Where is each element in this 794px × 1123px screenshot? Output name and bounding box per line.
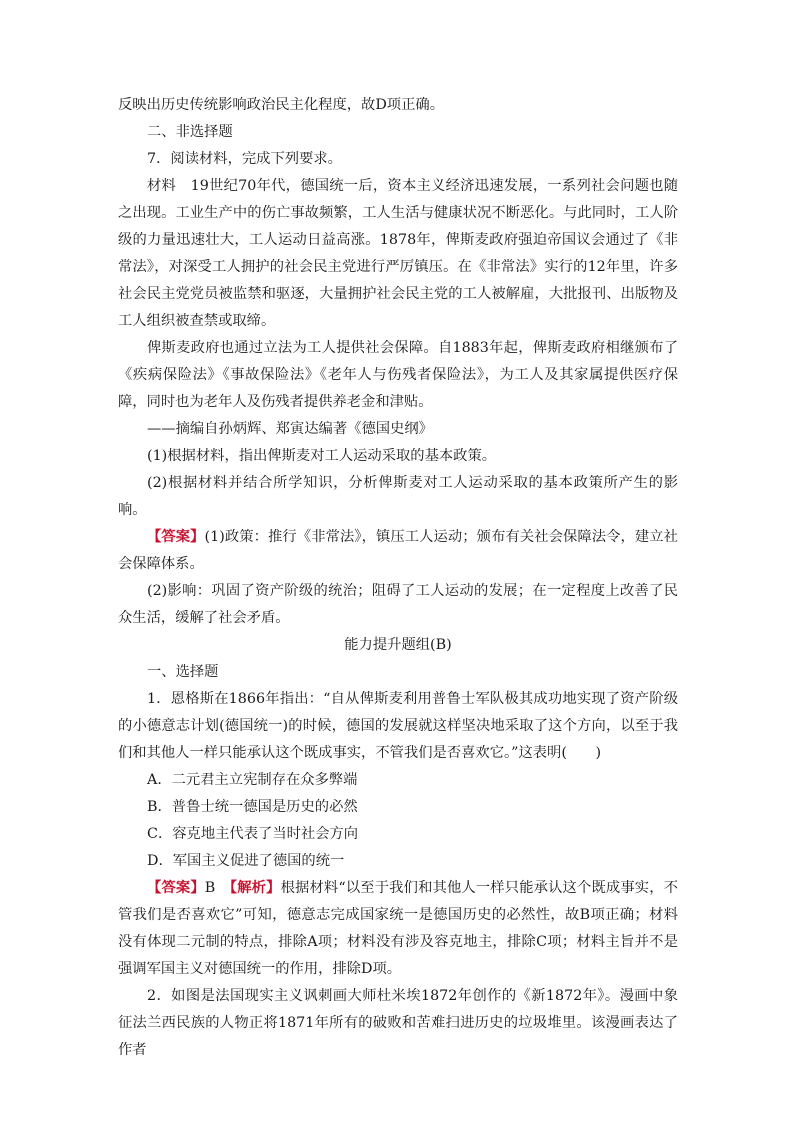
answer-letter: B [204, 880, 230, 896]
question-7-part-2 [118, 470, 678, 524]
subquestion-text: (2)根据材料并结合所学知识，分析俾斯麦对工人运动采取的基本政策所产生的影响。 [118, 475, 678, 518]
section-heading-non-choice [118, 119, 678, 146]
paragraph-prev-answer-end [118, 92, 678, 119]
section-heading-text: 一、选择题 [147, 664, 219, 680]
answer-tag: 【答案】 [147, 529, 205, 545]
answer-text: (2)影响：巩固了资产阶级的统治；阻碍了工人运动的发展；在一定程度上改善了民众生活，缓解了社会矛盾。 [118, 583, 678, 626]
option-text: A．二元君主立宪制存在众多弊端 [147, 772, 358, 788]
option-a [118, 767, 678, 794]
material-text: 俾斯麦政府也通过立法为工人提供社会保障。自1883年起，俾斯麦政府相继颁布了《疾病保险法》《事故保险法》《老年人与伤残者保险法》，为工人及其家属提供医疗保障，同时也为老年人及伤残者提供养老金和津贴。 [118, 340, 678, 410]
option-text: C．容克地主代表了当时社会方向 [147, 826, 359, 842]
analysis-tag: 【解析】 [229, 880, 281, 896]
material-paragraph-1 [118, 173, 678, 335]
answer-7-part-2 [118, 578, 678, 632]
option-text: B．普鲁士统一德国是历史的必然 [147, 799, 358, 815]
paragraph-text: 反映出历史传统影响政治民主化程度，故D项正确。 [118, 97, 444, 113]
question-text: 7．阅读材料，完成下列要求。 [147, 151, 342, 167]
analysis-text: 根据材料“以至于我们和其他人一样只能承认这个既成事实，不管我们是否喜欢它”可知，德意志完成国家统一是德国历史的必然性，故B项正确；材料没有体现二元制的特点，排除A项；材料没有涉及容克地主，排除C项；材料主旨并不是强调军国主义对德国统一的作用，排除D项。 [118, 880, 678, 977]
answer-7-part-1 [118, 524, 678, 578]
section-title-text: 能力提升题组(B) [344, 637, 452, 653]
material-text: 材料 19世纪70年代，德国统一后，资本主义经济迅速发展，一系列社会问题也随之出现。工业生产中的伤亡事故频繁，工人生活与健康状况不断恶化。与此同时，工人阶级的力量迅速壮大，工人运动日益高涨。1878年，俾斯麦政府强迫帝国议会通过了《非常法》，对深受工人拥护的社会民主党进行严厉镇压。在《非常法》实行的12年里，许多社会民主党党员被监禁和驱逐，大量拥护社会民主党的工人被解雇，大批报刊、出版物及工人组织被查禁或取缔。 [118, 178, 678, 329]
section-title-ability-b [118, 632, 678, 659]
answer-tag: 【答案】 [147, 880, 205, 896]
question-1-stem [118, 686, 678, 767]
question-2-stem [118, 983, 678, 1064]
material-source [118, 416, 678, 443]
material-paragraph-2 [118, 335, 678, 416]
section-heading-choice [118, 659, 678, 686]
answer-1-analysis [118, 875, 678, 983]
question-7-part-1 [118, 443, 678, 470]
source-text: ——摘编自孙炳辉、郑寅达编著《德国史纲》 [147, 421, 433, 437]
document-body [118, 92, 678, 1064]
question-text: 1．恩格斯在1866年指出：“自从俾斯麦利用普鲁士军队极其成功地实现了资产阶级的小德意志计划(德国统一)的时候，德国的发展就这样坚决地采取了这个方向，以至于我们和其他人一样只能承认这个既成事实，不管我们是否喜欢它。”这表明( ) [118, 691, 678, 761]
option-d [118, 848, 678, 875]
subquestion-text: (1)根据材料，指出俾斯麦对工人运动采取的基本政策。 [147, 448, 497, 464]
question-text: 2．如图是法国现实主义讽刺画大师杜米埃1872年创作的《新1872年》。漫画中象征法兰西民族的人物正将1871年所有的破败和苦难扫进历史的垃圾堆里。该漫画表达了作者 [118, 988, 678, 1058]
option-b [118, 794, 678, 821]
answer-text: (1)政策：推行《非常法》，镇压工人运动；颁布有关社会保障法令，建立社会保障体系。 [118, 529, 678, 572]
section-heading-text: 二、非选择题 [147, 124, 233, 140]
question-7-stem [118, 146, 678, 173]
option-c [118, 821, 678, 848]
option-text: D．军国主义促进了德国的统一 [147, 853, 345, 869]
